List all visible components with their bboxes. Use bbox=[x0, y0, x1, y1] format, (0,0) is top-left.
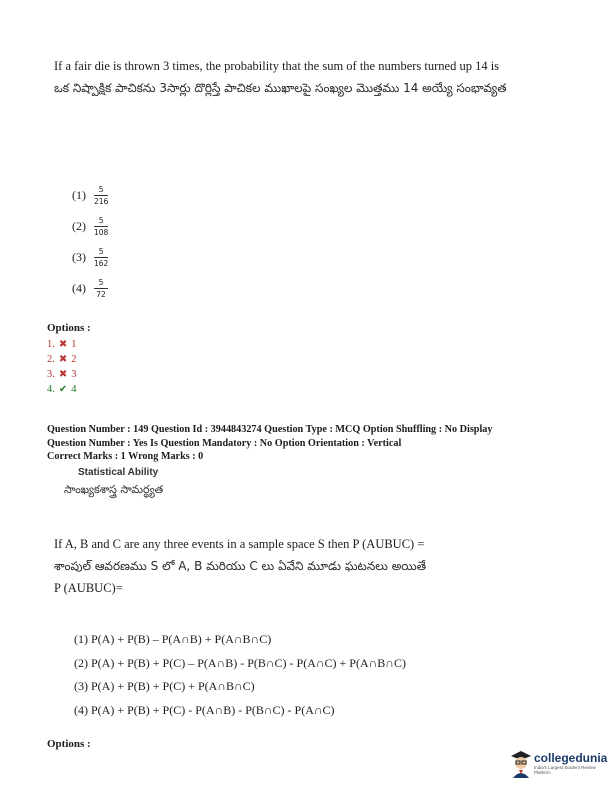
logo-name: collegedunia bbox=[534, 751, 608, 765]
subject-en: Statistical Ability bbox=[78, 467, 159, 478]
fraction-bar bbox=[94, 257, 108, 258]
choice-index: 2. bbox=[47, 354, 55, 365]
option-number: (2) bbox=[72, 219, 86, 233]
question-2-option: (4) P(A) + P(B) + P(C) - P(A∩B) - P(B∩C) - P(A∩C) bbox=[74, 702, 335, 717]
fraction-numerator: 5 bbox=[98, 278, 104, 287]
choice-value: 3 bbox=[71, 369, 77, 380]
answer-choice bbox=[47, 337, 77, 352]
question-1-option bbox=[72, 180, 108, 211]
fraction-bar bbox=[94, 288, 108, 289]
question-2-option: (1) P(A) + P(B) – P(A∩B) + P(A∩B∩C) bbox=[74, 632, 272, 646]
cross-icon: ✖ bbox=[58, 354, 68, 365]
option-number: (1) bbox=[72, 188, 86, 202]
answer-choice bbox=[47, 367, 77, 382]
meta-line-2: Question Number : Yes Is Question Mandatory : No Option Orientation : Vertical bbox=[47, 437, 402, 449]
question-2-text-te2: P (AUBUC)= bbox=[54, 581, 123, 595]
question-1-text-en: If a fair die is thrown 3 times, the probability that the sum of the numbers turned up 14 is bbox=[54, 59, 500, 73]
choice-index: 3. bbox=[47, 369, 55, 380]
answer-choice bbox=[47, 352, 77, 367]
fraction-denominator: 108 bbox=[94, 228, 109, 237]
question-1-option bbox=[72, 211, 108, 242]
question-2 bbox=[54, 533, 524, 599]
student-avatar-icon bbox=[508, 748, 534, 778]
choice-index: 4. bbox=[47, 384, 55, 395]
options-label: Options : bbox=[47, 322, 91, 334]
question-1-option bbox=[72, 273, 108, 304]
collegedunia-logo bbox=[508, 748, 612, 778]
question-1-options bbox=[72, 180, 108, 304]
question-1-text-te: ఒక నిష్పాక్షిక పాచికను 3సార్లు దొర్లిస్తే పాచికల ముఖాలపై సంఖ్యల మొత్తము 14 అయ్యే సంభావ్యత bbox=[54, 81, 507, 95]
meta-line-1: Question Number : 149 Question Id : 3944843274 Question Type : MCQ Option Shuffling : No Display bbox=[47, 424, 493, 435]
choice-value: 4 bbox=[71, 384, 77, 395]
options-label-2: Options : bbox=[47, 738, 91, 750]
option-fraction bbox=[94, 278, 108, 299]
fraction-bar bbox=[94, 226, 108, 227]
option-number: (3) bbox=[72, 250, 86, 264]
question-2-option: (3) P(A) + P(B) + P(C) + P(A∩B∩C) bbox=[74, 679, 255, 693]
subject-te: సాంఖ్యకశాస్త్ర సామర్థ్యత bbox=[64, 483, 164, 496]
choice-value: 1 bbox=[71, 339, 77, 350]
fraction-denominator: 72 bbox=[96, 290, 106, 299]
question-1-option bbox=[72, 242, 108, 273]
fraction-denominator: 162 bbox=[94, 259, 109, 268]
option-fraction bbox=[94, 216, 108, 237]
fraction-bar bbox=[94, 195, 108, 196]
option-fraction bbox=[94, 247, 108, 268]
cross-icon: ✖ bbox=[58, 369, 68, 380]
question-1 bbox=[54, 55, 524, 99]
check-icon: ✔ bbox=[58, 384, 68, 395]
question-2-text-en: If A, B and C are any three events in a sample space S then P (AUBUC) = bbox=[54, 537, 425, 551]
option-number: (4) bbox=[72, 281, 86, 295]
question-2-text-te: శాంపుల్ ఆవరణము S లో A, B మరియు C లు ఏవేని మూడు ఘటనలు అయితే bbox=[54, 559, 427, 573]
choice-value: 2 bbox=[71, 354, 77, 365]
logo-tagline: India's Largest Student Review Platform bbox=[534, 765, 596, 775]
question-meta bbox=[47, 423, 587, 464]
fraction-denominator: 216 bbox=[94, 197, 109, 206]
choice-index: 1. bbox=[47, 339, 55, 350]
fraction-numerator: 5 bbox=[98, 185, 104, 194]
fraction-numerator: 5 bbox=[98, 247, 104, 256]
option-fraction bbox=[94, 185, 108, 206]
question-2-option: (2) P(A) + P(B) + P(C) – P(A∩B) - P(B∩C) - P(A∩C) + P(A∩B∩C) bbox=[74, 655, 406, 670]
fraction-numerator: 5 bbox=[98, 216, 104, 225]
meta-line-3: Correct Marks : 1 Wrong Marks : 0 bbox=[47, 451, 204, 462]
question-2-options bbox=[74, 628, 406, 722]
answer-choices bbox=[47, 337, 77, 397]
answer-choice bbox=[47, 382, 77, 397]
cross-icon: ✖ bbox=[58, 339, 68, 350]
